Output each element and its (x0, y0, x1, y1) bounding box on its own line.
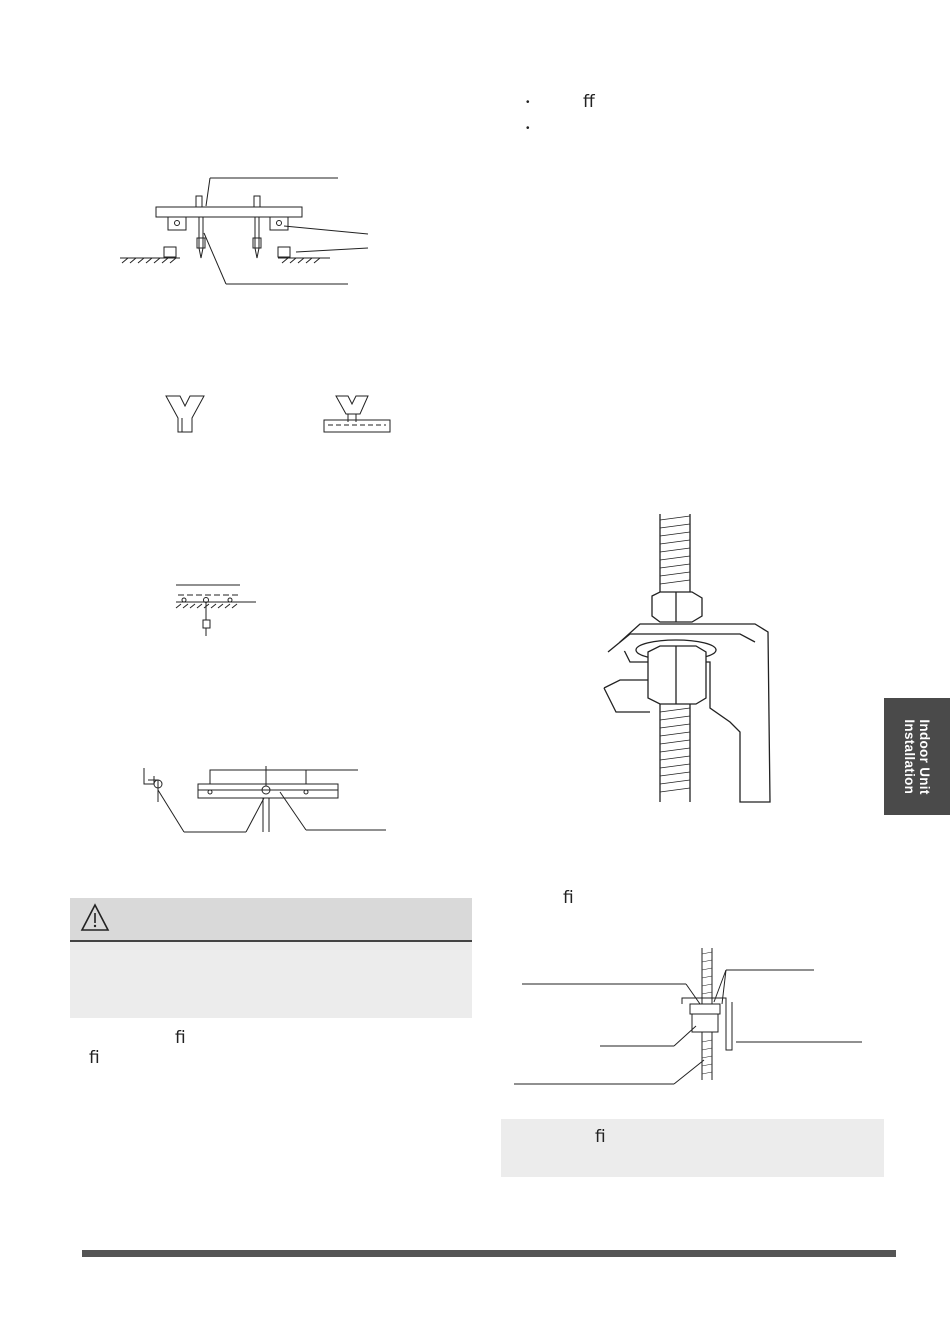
footer-rule (82, 1250, 896, 1257)
side-tab-line-1: Indoor Unit (917, 718, 932, 795)
note-box-ligature: fi (595, 1127, 606, 1147)
fig-rod-nut-detail-diagram (514, 946, 866, 1086)
fig-anchor-bracket-diagram (100, 168, 360, 298)
warning-header (70, 898, 472, 942)
bullet-1-text: ff (583, 92, 595, 112)
figure-note-ligature: fi (563, 888, 574, 908)
fig-threaded-rod-bracket-illustration (600, 512, 780, 804)
side-tab-line-2: Installation (902, 718, 917, 794)
warning-ligature-2: fi (89, 1048, 100, 1068)
warning-box (70, 898, 472, 1018)
fig-wedge-anchor-diagram (160, 392, 400, 442)
note-box (501, 1119, 884, 1177)
section-side-tab (884, 698, 950, 815)
bullet-marker-1: • (526, 97, 530, 108)
warning-triangle-icon (80, 903, 110, 933)
side-tab-label (902, 719, 932, 794)
bullet-marker-2: • (526, 123, 530, 134)
fig-hanging-rail-diagram (136, 762, 390, 862)
fig-ceiling-insert-diagram (170, 580, 270, 640)
warning-ligature-1: fi (175, 1028, 186, 1048)
